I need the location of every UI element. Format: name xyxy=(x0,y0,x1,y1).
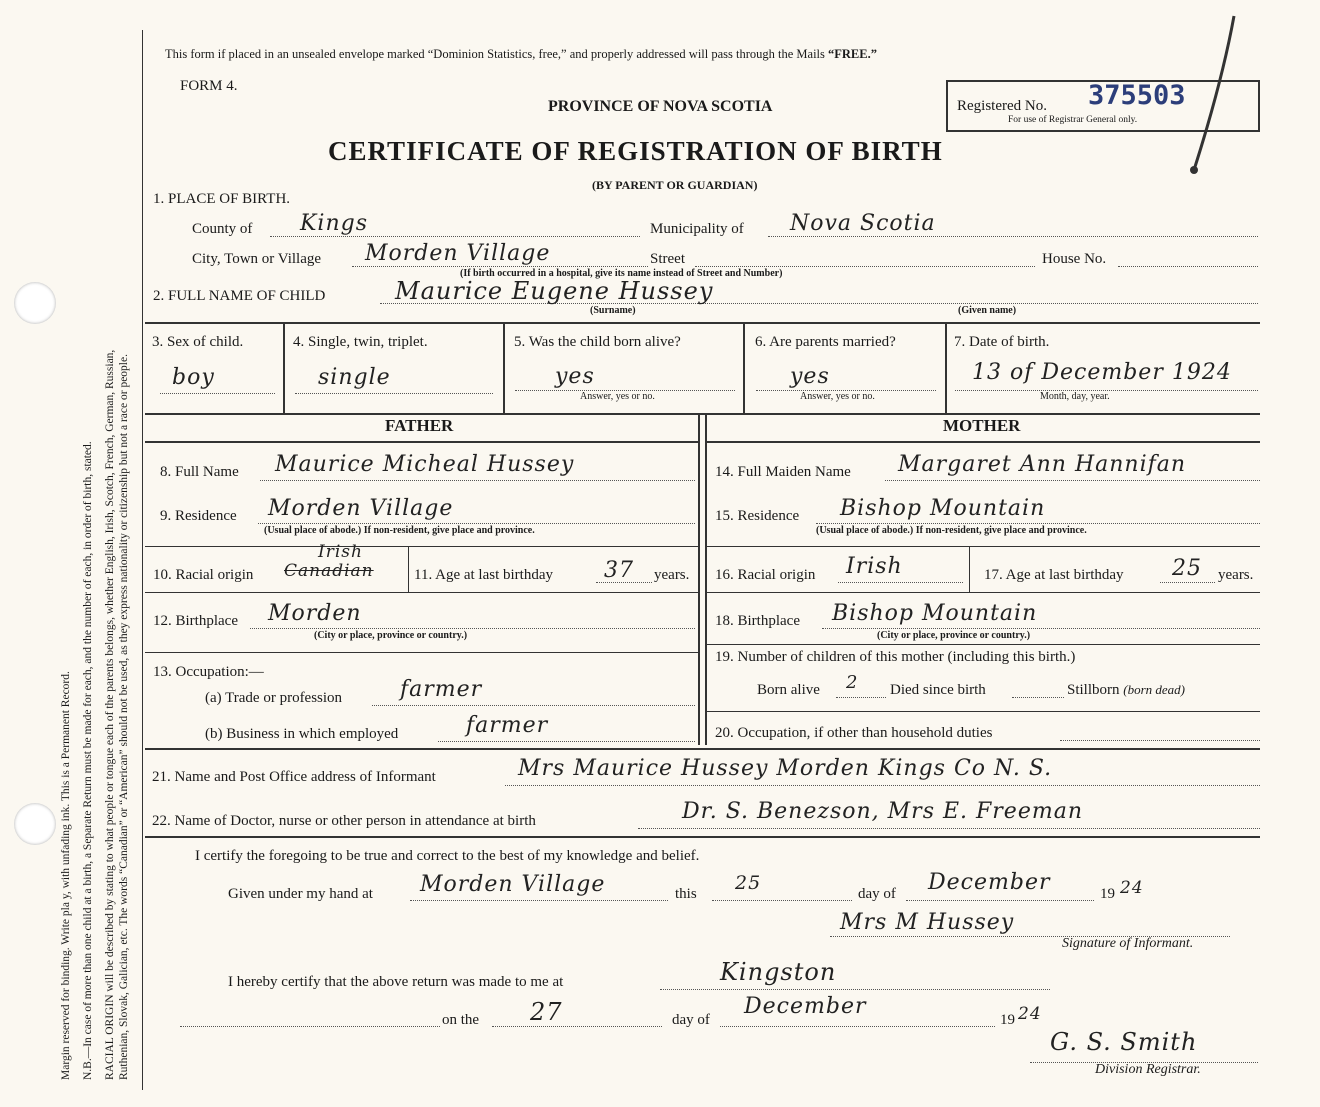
binding-hole-bottom xyxy=(14,803,56,845)
mail-note-text: This form if placed in an unsealed envelope marked “Dominion Statistics, free,” and properly addressed will pass through the Mails xyxy=(165,47,825,61)
registrar-signature: G. S. Smith xyxy=(1050,1028,1198,1056)
father-racial-struck: Canadian xyxy=(284,561,374,581)
mother-age-value: 25 xyxy=(1172,556,1202,581)
registrar-year-value: 24 xyxy=(1018,1004,1042,1024)
born-alive-label: 5. Was the child born alive? xyxy=(514,334,681,350)
parents-married-label: 6. Are parents married? xyxy=(755,334,896,350)
informant-signature-label: Signature of Informant. xyxy=(1062,936,1194,951)
surname-note: (Surname) xyxy=(590,305,636,316)
father-occupation-label: 13. Occupation:— xyxy=(153,664,264,680)
sex-value: boy xyxy=(172,365,215,390)
doctor-label: 22. Name of Doctor, nurse or other person in attendance at birth xyxy=(152,813,536,829)
margin-note-nationality: Ruthenian, Slovak, Galician, etc. The words “Canadian” or “American” should not be used, as they express nationality or citizenship but not a race or people. xyxy=(118,354,130,1080)
registrar-title: Division Registrar. xyxy=(1095,1062,1201,1077)
margin-note-binding: Margin reserved for binding. Write pla y, with unfading ink. This is a Permanent Record. xyxy=(60,671,72,1080)
parents-married-value: yes xyxy=(790,364,830,389)
informant-value: Mrs Maurice Hussey Morden Kings Co N. S. xyxy=(518,756,1053,781)
mother-birthplace-label: 18. Birthplace xyxy=(715,613,800,629)
registrar-month-value: December xyxy=(744,994,867,1019)
sex-label: 3. Sex of child. xyxy=(152,334,244,350)
certificate-subtitle: (BY PARENT OR GUARDIAN) xyxy=(592,178,758,192)
mother-name-value: Margaret Ann Hannifan xyxy=(898,452,1187,477)
city-label: City, Town or Village xyxy=(192,251,322,267)
father-name-label: 8. Full Name xyxy=(160,464,239,480)
father-residence-label: 9. Residence xyxy=(160,508,237,524)
registrar-day-value: 27 xyxy=(530,998,563,1026)
father-business-value: farmer xyxy=(466,713,549,738)
dob-value: 13 of December 1924 xyxy=(972,360,1232,385)
registered-number: 375503 xyxy=(1088,80,1186,111)
registrar-on-the-label: on the xyxy=(442,1012,480,1028)
given-name-note: (Given name) xyxy=(958,305,1017,316)
mother-occupation-label: 20. Occupation, if other than household duties xyxy=(715,725,993,741)
province-heading: PROVINCE OF NOVA SCOTIA xyxy=(548,98,773,115)
mother-birthplace-value: Bishop Mountain xyxy=(832,601,1038,626)
child-name-label: 2. FULL NAME OF CHILD xyxy=(153,288,326,304)
doctor-value: Dr. S. Benezson, Mrs E. Freeman xyxy=(682,799,1083,824)
registrar-place-value: Kingston xyxy=(720,958,837,986)
mother-residence-value: Bishop Mountain xyxy=(840,496,1046,521)
born-alive-answer-note: Answer, yes or no. xyxy=(580,391,655,402)
given-month-value: December xyxy=(928,870,1051,895)
mother-years: years. xyxy=(1218,567,1254,583)
father-years: years. xyxy=(654,567,690,583)
mail-note xyxy=(165,47,877,62)
born-alive-value: yes xyxy=(555,364,595,389)
dob-label: 7. Date of birth. xyxy=(954,334,1050,350)
father-name-value: Maurice Micheal Hussey xyxy=(275,452,575,477)
informant-signature: Mrs M Hussey xyxy=(840,910,1015,935)
mother-born-alive-value: 2 xyxy=(846,672,859,693)
father-business-label: (b) Business in which employed xyxy=(205,726,399,742)
dob-note: Month, day, year. xyxy=(1040,391,1110,402)
county-value: Kings xyxy=(300,211,369,236)
registrar-day-of-label: day of xyxy=(672,1012,710,1028)
informant-label: 21. Name and Post Office address of Informant xyxy=(152,769,436,785)
mother-born-alive-label: Born alive xyxy=(757,682,820,698)
father-trade-label: (a) Trade or profession xyxy=(205,690,343,706)
father-racial-label: 10. Racial origin xyxy=(153,567,254,583)
given-day-of-label: day of xyxy=(858,886,896,902)
place-of-birth-heading: 1. PLACE OF BIRTH. xyxy=(153,191,291,207)
municipality-value: Nova Scotia xyxy=(790,211,936,236)
plurality-value: single xyxy=(318,365,391,390)
child-name-value: Maurice Eugene Hussey xyxy=(395,277,714,305)
father-residence-note: (Usual place of abode.) If non-resident, give place and province. xyxy=(264,525,535,536)
mother-age-label: 17. Age at last birthday xyxy=(984,567,1124,583)
house-no-label: House No. xyxy=(1042,251,1107,267)
father-age-label: 11. Age at last birthday xyxy=(414,567,553,583)
father-birthplace-value: Morden xyxy=(268,601,362,626)
pencil-check-mark xyxy=(1182,12,1242,182)
certificate-title: CERTIFICATE OF REGISTRATION OF BIRTH xyxy=(328,136,943,166)
father-heading: FATHER xyxy=(385,416,454,435)
mother-birthplace-note: (City or place, province or country.) xyxy=(877,630,1031,641)
father-racial-value: Irish xyxy=(318,542,363,562)
registrar-statement: I hereby certify that the above return was made to me at xyxy=(228,974,564,990)
father-birthplace-label: 12. Birthplace xyxy=(153,613,238,629)
mother-racial-value: Irish xyxy=(846,554,903,579)
mail-note-free: “FREE.” xyxy=(828,47,877,61)
registrar-use-note: For use of Registrar General only. xyxy=(1008,115,1138,125)
city-value: Morden Village xyxy=(365,241,551,266)
father-trade-value: farmer xyxy=(400,677,483,702)
margin-note-separate-return: N.B.—In case of more than one child at a birth, a Separate Return must be made for each, and the number of each, in order of birth, stated. xyxy=(82,441,94,1080)
county-label: County of xyxy=(192,221,253,237)
hospital-note: (If birth occurred in a hospital, give its name instead of Street and Number) xyxy=(460,268,783,279)
mother-name-label: 14. Full Maiden Name xyxy=(715,464,851,480)
plurality-label: 4. Single, twin, triplet. xyxy=(293,334,428,350)
father-birthplace-note: (City or place, province or country.) xyxy=(314,630,468,641)
mother-died-label: Died since birth xyxy=(890,682,986,698)
given-under-label: Given under my hand at xyxy=(228,886,373,902)
form-number: FORM 4. xyxy=(180,78,238,94)
this-label: this xyxy=(675,886,697,902)
registered-label: Registered No. xyxy=(957,98,1047,114)
street-label: Street xyxy=(650,251,685,267)
given-year-value: 24 xyxy=(1120,878,1144,898)
father-residence-value: Morden Village xyxy=(268,496,454,521)
mother-stillborn-label xyxy=(1067,682,1185,699)
margin-note-racial-origin: RACIAL ORIGIN will be described by stating to what people or tongue each of the parents belongs, whether English, Irish, Scotch, French, German, Russian, xyxy=(104,349,116,1080)
mother-residence-label: 15. Residence xyxy=(715,508,800,524)
registrar-year-prefix: 19 xyxy=(1000,1012,1015,1028)
certify-statement: I certify the foregoing to be true and correct to the best of my knowledge and belief. xyxy=(195,848,700,864)
given-day-value: 25 xyxy=(735,872,762,894)
mother-children-label: 19. Number of children of this mother (including this birth.) xyxy=(715,649,1076,665)
mother-residence-note: (Usual place of abode.) If non-resident, give place and province. xyxy=(816,525,1087,536)
given-year-prefix: 19 xyxy=(1100,886,1115,902)
stillborn-note: (born dead) xyxy=(1123,682,1186,697)
stillborn-text: Stillborn xyxy=(1067,682,1120,698)
binding-hole-top xyxy=(14,282,56,324)
given-place-value: Morden Village xyxy=(420,872,606,897)
parents-married-answer-note: Answer, yes or no. xyxy=(800,391,875,402)
father-age-value: 37 xyxy=(604,558,634,583)
municipality-label: Municipality of xyxy=(650,221,744,237)
margin-rule xyxy=(142,30,143,1090)
mother-heading: MOTHER xyxy=(943,416,1021,435)
mother-racial-label: 16. Racial origin xyxy=(715,567,816,583)
